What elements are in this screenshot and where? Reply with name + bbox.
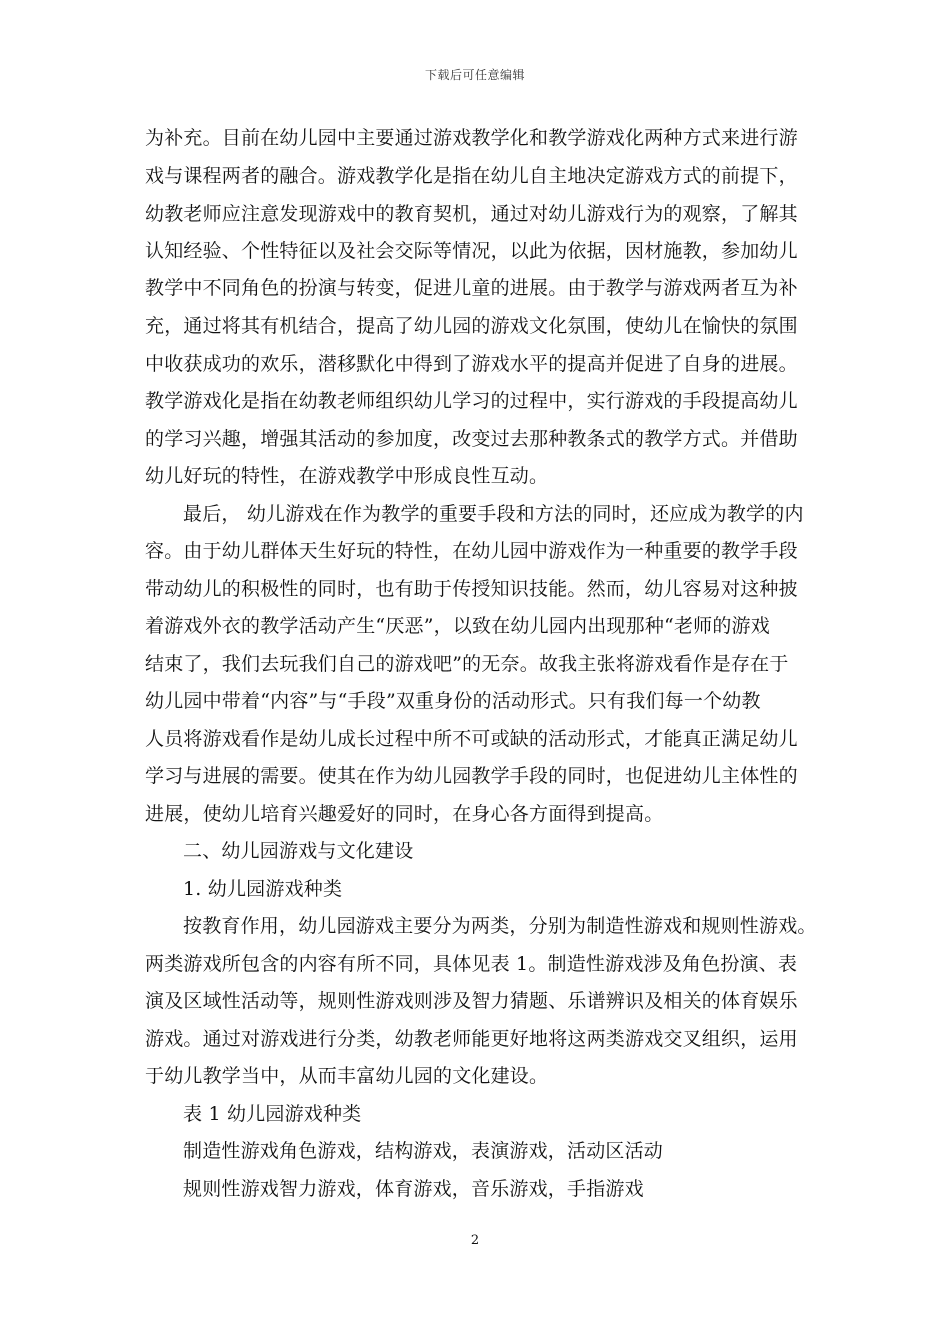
page-number: 2	[470, 1233, 480, 1248]
paragraph-line: 认知经验、个性特征以及社会交际等情况，以此为依据，因材施教，参加幼儿	[145, 240, 798, 262]
paragraph-line: 演及区域性活动等，规则性游戏则涉及智力猜题、乐谱辨识及相关的体育娱乐	[145, 990, 798, 1012]
table-row: 制造性游戏角色游戏，结构游戏，表演游戏，活动区活动	[183, 1140, 664, 1162]
paragraph-line: 游戏。通过对游戏进行分类，幼教老师能更好地将这两类游戏交叉组织，运用	[145, 1028, 798, 1050]
subsection-heading: 1. 幼儿园游戏种类	[183, 878, 343, 900]
section-heading: 二、幼儿园游戏与文化建设	[183, 840, 414, 862]
table-caption: 表 1 幼儿园游戏种类	[183, 1103, 362, 1125]
paragraph-line: 幼儿好玩的特性，在游戏教学中形成良性互动。	[145, 465, 549, 487]
paragraph-line: 教学游戏化是指在幼教老师组织幼儿学习的过程中，实行游戏的手段提高幼儿	[145, 390, 798, 412]
paragraph-line: 人员将游戏看作是幼儿成长过程中所不可或缺的活动形式，才能真正满足幼儿	[145, 728, 798, 750]
paragraph-line: 容。由于幼儿群体天生好玩的特性，在幼儿园中游戏作为一种重要的教学手段	[145, 540, 798, 562]
paragraph-line: 于幼儿教学当中，从而丰富幼儿园的文化建设。	[145, 1065, 549, 1087]
paragraph-line: 幼儿园中带着“内容”与“手段”双重身份的活动形式。只有我们每一个幼教	[145, 690, 761, 712]
paragraph-line: 教学中不同角色的扮演与转变，促进儿童的进展。由于教学与游戏两者互为补	[145, 277, 798, 299]
paragraph-line: 两类游戏所包含的内容有所不同，具体见表 1。制造性游戏涉及角色扮演、表	[145, 953, 798, 975]
paragraph-line: 幼教老师应注意发现游戏中的教育契机，通过对幼儿游戏行为的观察，了解其	[145, 203, 798, 225]
paragraph-line: 的学习兴趣，增强其活动的参加度，改变过去那种教条式的教学方式。并借助	[145, 428, 798, 450]
paragraph-line: 着游戏外衣的教学活动产生“厌恶”，以致在幼儿园内出现那种“老师的游戏	[145, 615, 770, 637]
table-row: 规则性游戏智力游戏，体育游戏，音乐游戏，手指游戏	[183, 1178, 644, 1200]
paragraph-line: 结束了，我们去玩我们自己的游戏吧”的无奈。故我主张将游戏看作是存在于	[145, 653, 789, 675]
paragraph-line: 按教育作用，幼儿园游戏主要分为两类，分别为制造性游戏和规则性游戏。	[183, 915, 817, 937]
paragraph-line: 带动幼儿的积极性的同时，也有助于传授知识技能。然而，幼儿容易对这种披	[145, 578, 798, 600]
paragraph-line: 进展，使幼儿培育兴趣爱好的同时，在身心各方面得到提高。	[145, 803, 664, 825]
paragraph-line: 学习与进展的需要。使其在作为幼儿园教学手段的同时，也促进幼儿主体性的	[145, 765, 798, 787]
paragraph-line: 充，通过将其有机结合，提高了幼儿园的游戏文化氛围，使幼儿在愉快的氛围	[145, 315, 798, 337]
paragraph-line: 中收获成功的欢乐，潜移默化中得到了游戏水平的提高并促进了自身的进展。	[145, 353, 798, 375]
paragraph-line: 戏与课程两者的融合。游戏教学化是指在幼儿自主地决定游戏方式的前提下，	[145, 165, 798, 187]
paragraph-line: 为补充。目前在幼儿园中主要通过游戏教学化和教学游戏化两种方式来进行游	[145, 127, 798, 149]
page-header: 下载后可任意编辑	[424, 68, 525, 82]
paragraph-line: 最后， 幼儿游戏在作为教学的重要手段和方法的同时，还应成为教学的内	[183, 503, 804, 525]
